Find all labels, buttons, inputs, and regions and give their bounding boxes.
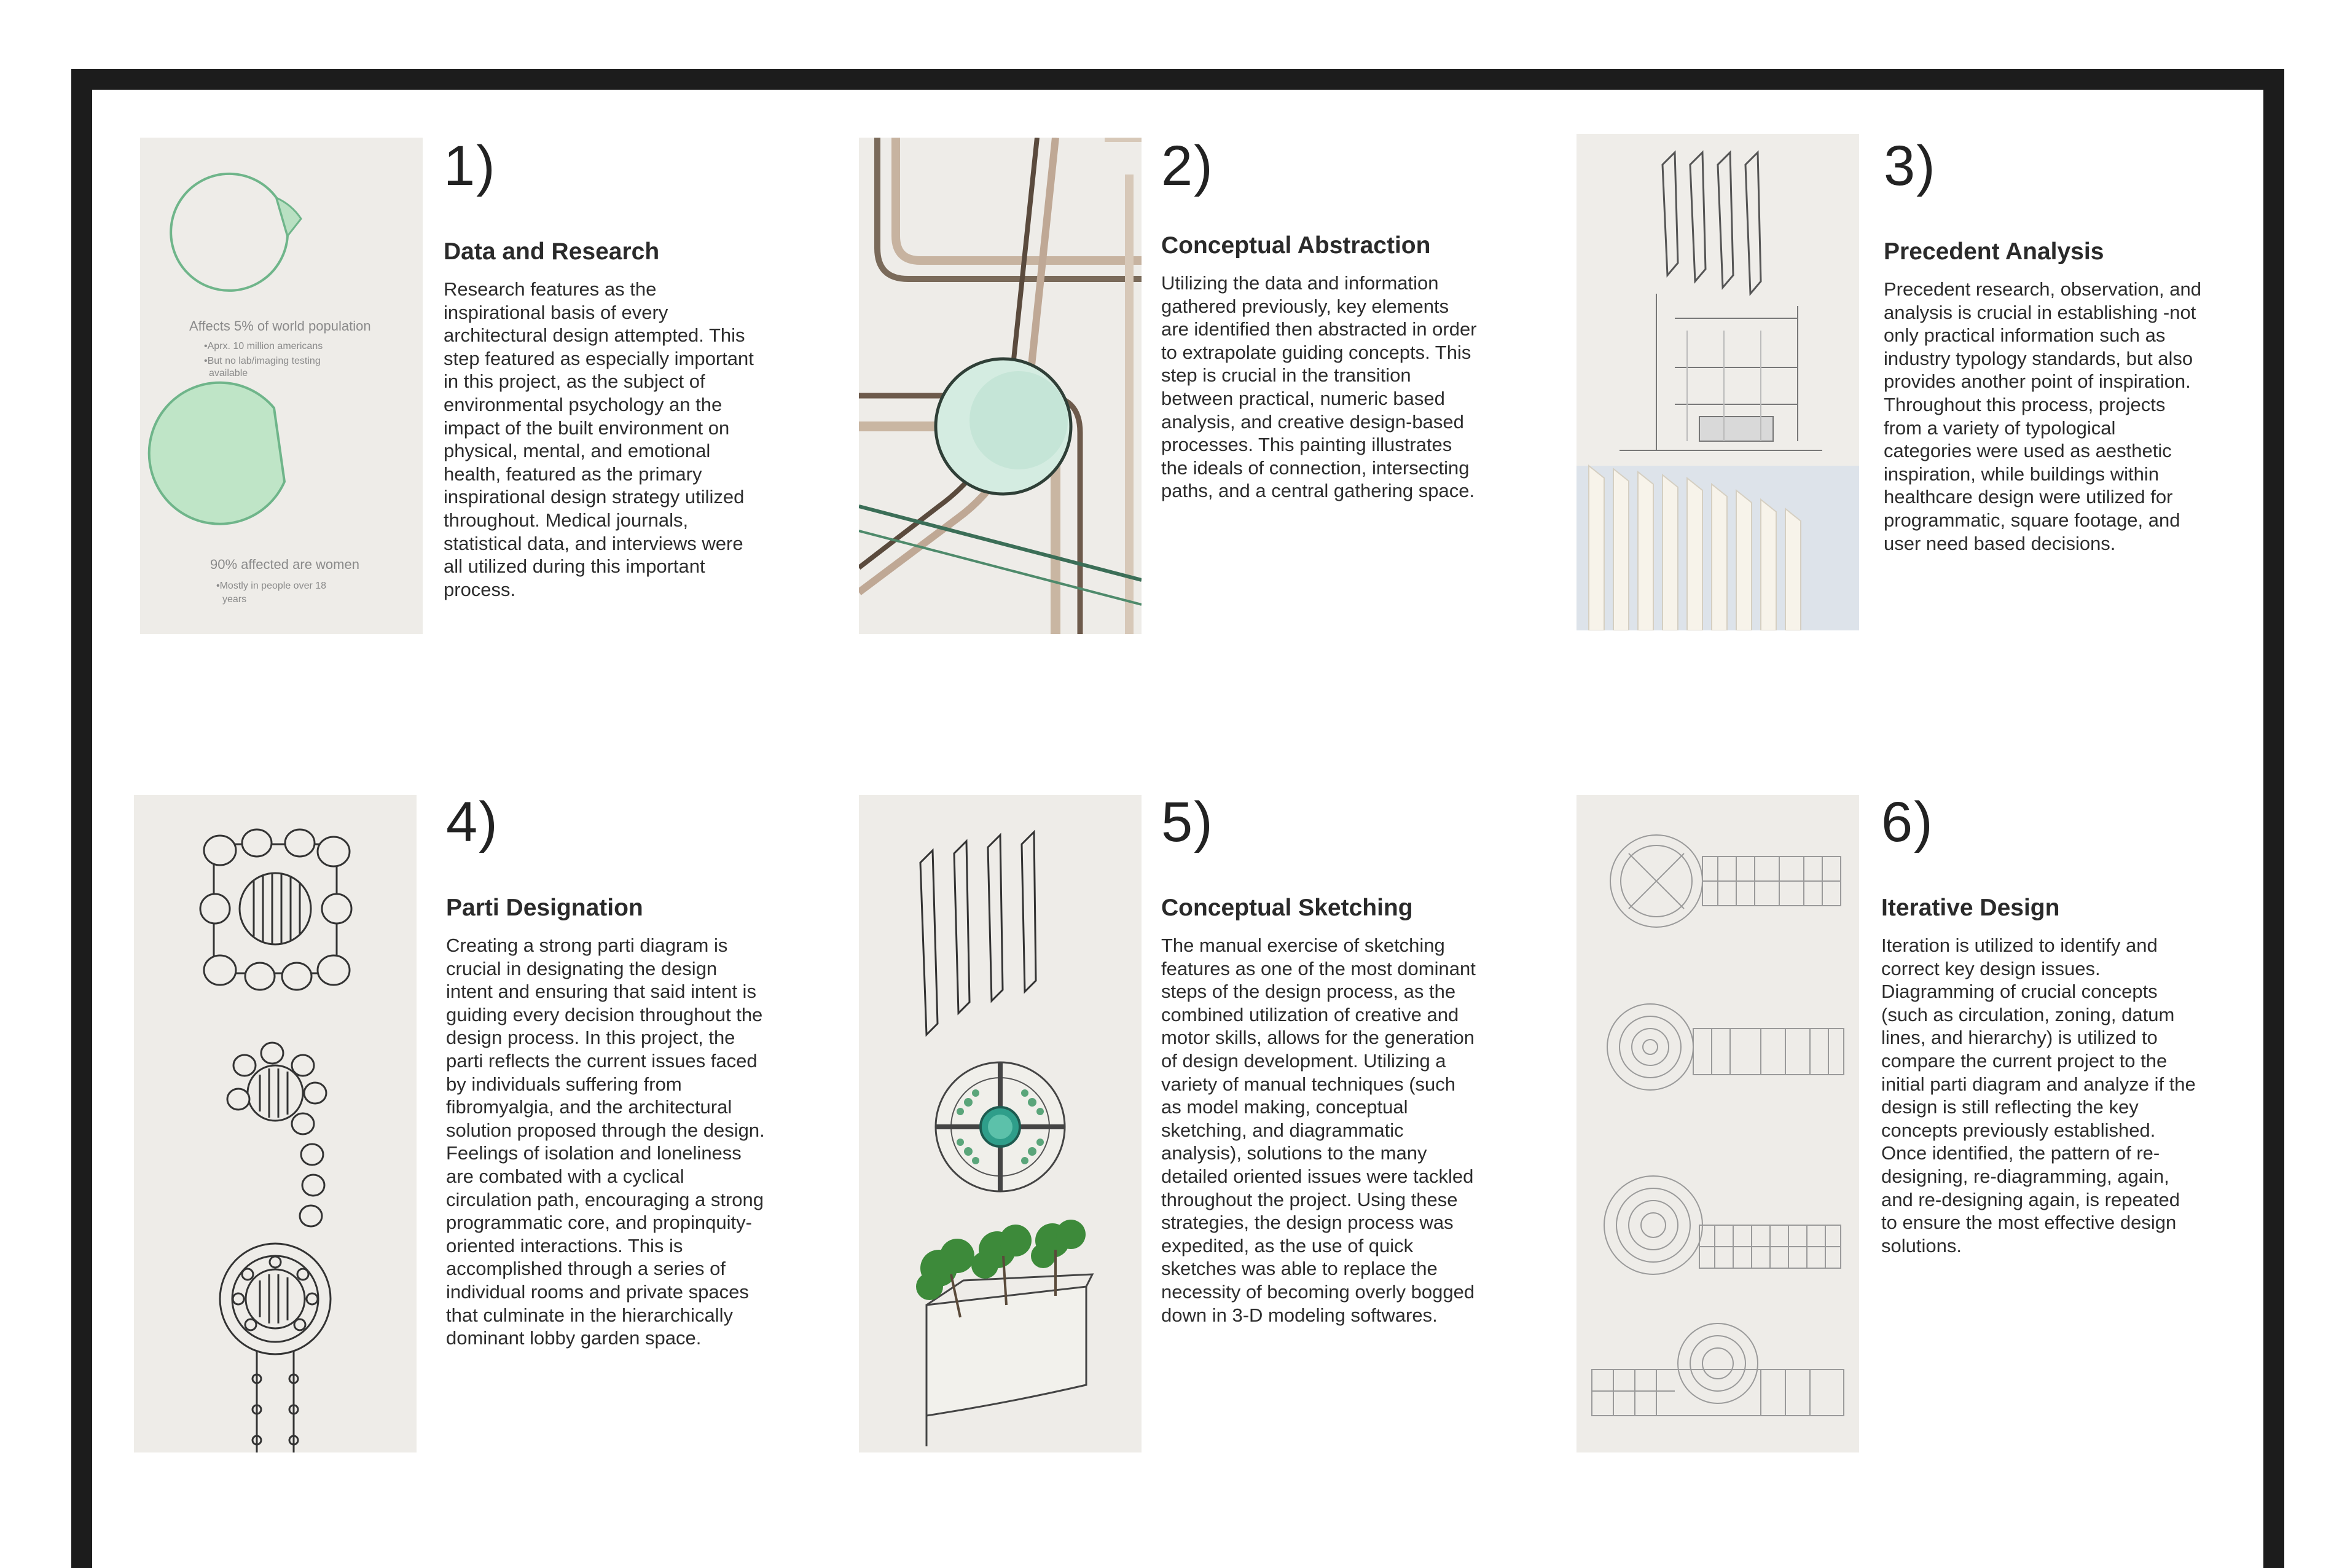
- step-2: [1161, 135, 1481, 503]
- stat2-bullet-1b: years: [222, 594, 247, 605]
- step-title: Precedent Analysis: [1884, 238, 2104, 265]
- stat1-bullet-1: •Aprx. 10 million americans: [204, 341, 323, 351]
- step-number: 4): [446, 791, 499, 853]
- step-number: 3): [1884, 135, 1937, 197]
- step-title: Iterative Design: [1881, 895, 2060, 921]
- step-5: [1161, 791, 1481, 1327]
- step-text: Creating a strong parti diagram is crucial in designating the design intent and ensuring that said intent is guiding every decision throughout the design process. In this project, the parti reflects the current issues faced by individuals suffering from fibromyalgia, and the architectural solution proposed through the design. Feelings of isolation and loneliness are combated with a cyclical circulation path, encouraging a strong programmatic core, and propinquity-oriented interactions. This is accomplished through a series of individual rooms and private spaces that culminate in the hierarchically dominant lobby garden space.: [446, 935, 765, 1349]
- step-text: The manual exercise of sketching features as one of the most dominant steps of the design process, as the combined utilization of creative and motor skills, allows for the generation of design development. Utilizing a variety of manual techniques (such as model making, conceptual sketching, and diagrammatic analysis), solutions to the many detailed oriented issues were tackled throughout the project. Using these strategies, the design process was expedited, as the use of quick sketches was able to replace the necessity of becoming overly bogged down in 3-D modeling softwares.: [1161, 935, 1476, 1326]
- conceptual-abstraction-painting: [859, 138, 1142, 634]
- stat1-bullet-2: •But no lab/imaging testing: [204, 356, 321, 366]
- step-title: Conceptual Sketching: [1161, 895, 1413, 921]
- step-title: Data and Research: [444, 238, 660, 265]
- parti-diagram-sketches: [134, 795, 417, 1452]
- stat2-bullet-1: •Mostly in people over 18: [216, 581, 327, 591]
- step-title: Conceptual Abstraction: [1161, 232, 1431, 259]
- stat2-label: 90% affected are women: [210, 557, 359, 572]
- step-3: [1884, 135, 2203, 555]
- step-number: 5): [1161, 791, 1214, 853]
- step-number: 1): [444, 135, 496, 197]
- step-1: [444, 135, 763, 601]
- step-text: Utilizing the data and information gathered previously, key elements are identified then abstracted in order to extrapolate guiding concepts. This step is crucial in the transition between practical, numeric based analysis, and creative design-based processes. This painting illustrates the ideals of connection, intersecting paths, and a central gathering space.: [1161, 272, 1477, 502]
- step-text: Iteration is utilized to identify and correct key design issues. Diagramming of crucial concepts (such as circulation, zoning, datum lines, and hierarchy) is utilized to compare the current project to the initial parti diagram and analyze if the design is still reflecting the key concepts previously established. Once identified, the pattern of re-designing, re-diagramming, again, and re-designing again, is repeated to ensure the most effective design solutions.: [1881, 935, 2196, 1256]
- step-text: Precedent research, observation, and analysis is crucial in establishing -not only practical information such as industry typology standards, but also provides another point of inspiration. Throughout this process, projects from a variety of typological categories were used as aesthetic inspiration, while buildings within healthcare design were utilized for programmatic, square footage, and user need based decisions.: [1884, 278, 2201, 554]
- data-research-image: [140, 138, 423, 634]
- conceptual-sketching-images: [859, 795, 1142, 1452]
- pie-chart-graphics: [140, 138, 423, 634]
- step-title: Parti Designation: [446, 895, 643, 921]
- stat1-label: Affects 5% of world population: [189, 318, 371, 334]
- step-text: Research features as the inspirational basis of every architectural design attempted. This step featured as especially important in this project, as the subject of environmental psychology an the impact of the built environment on physical, mental, and emotional health, featured as the primary inspirational design strategy utilized throughout. Medical journals, statistical data, and interviews were all utilized during this important process.: [444, 278, 754, 600]
- precedent-analysis-images: [1576, 134, 1859, 630]
- step-6: [1881, 791, 2201, 1257]
- iterative-design-plans: [1576, 795, 1859, 1452]
- step-4: [446, 791, 766, 1350]
- stat1-bullet-2b: available: [209, 368, 248, 378]
- step-number: 6): [1881, 791, 1934, 853]
- step-number: 2): [1161, 135, 1214, 197]
